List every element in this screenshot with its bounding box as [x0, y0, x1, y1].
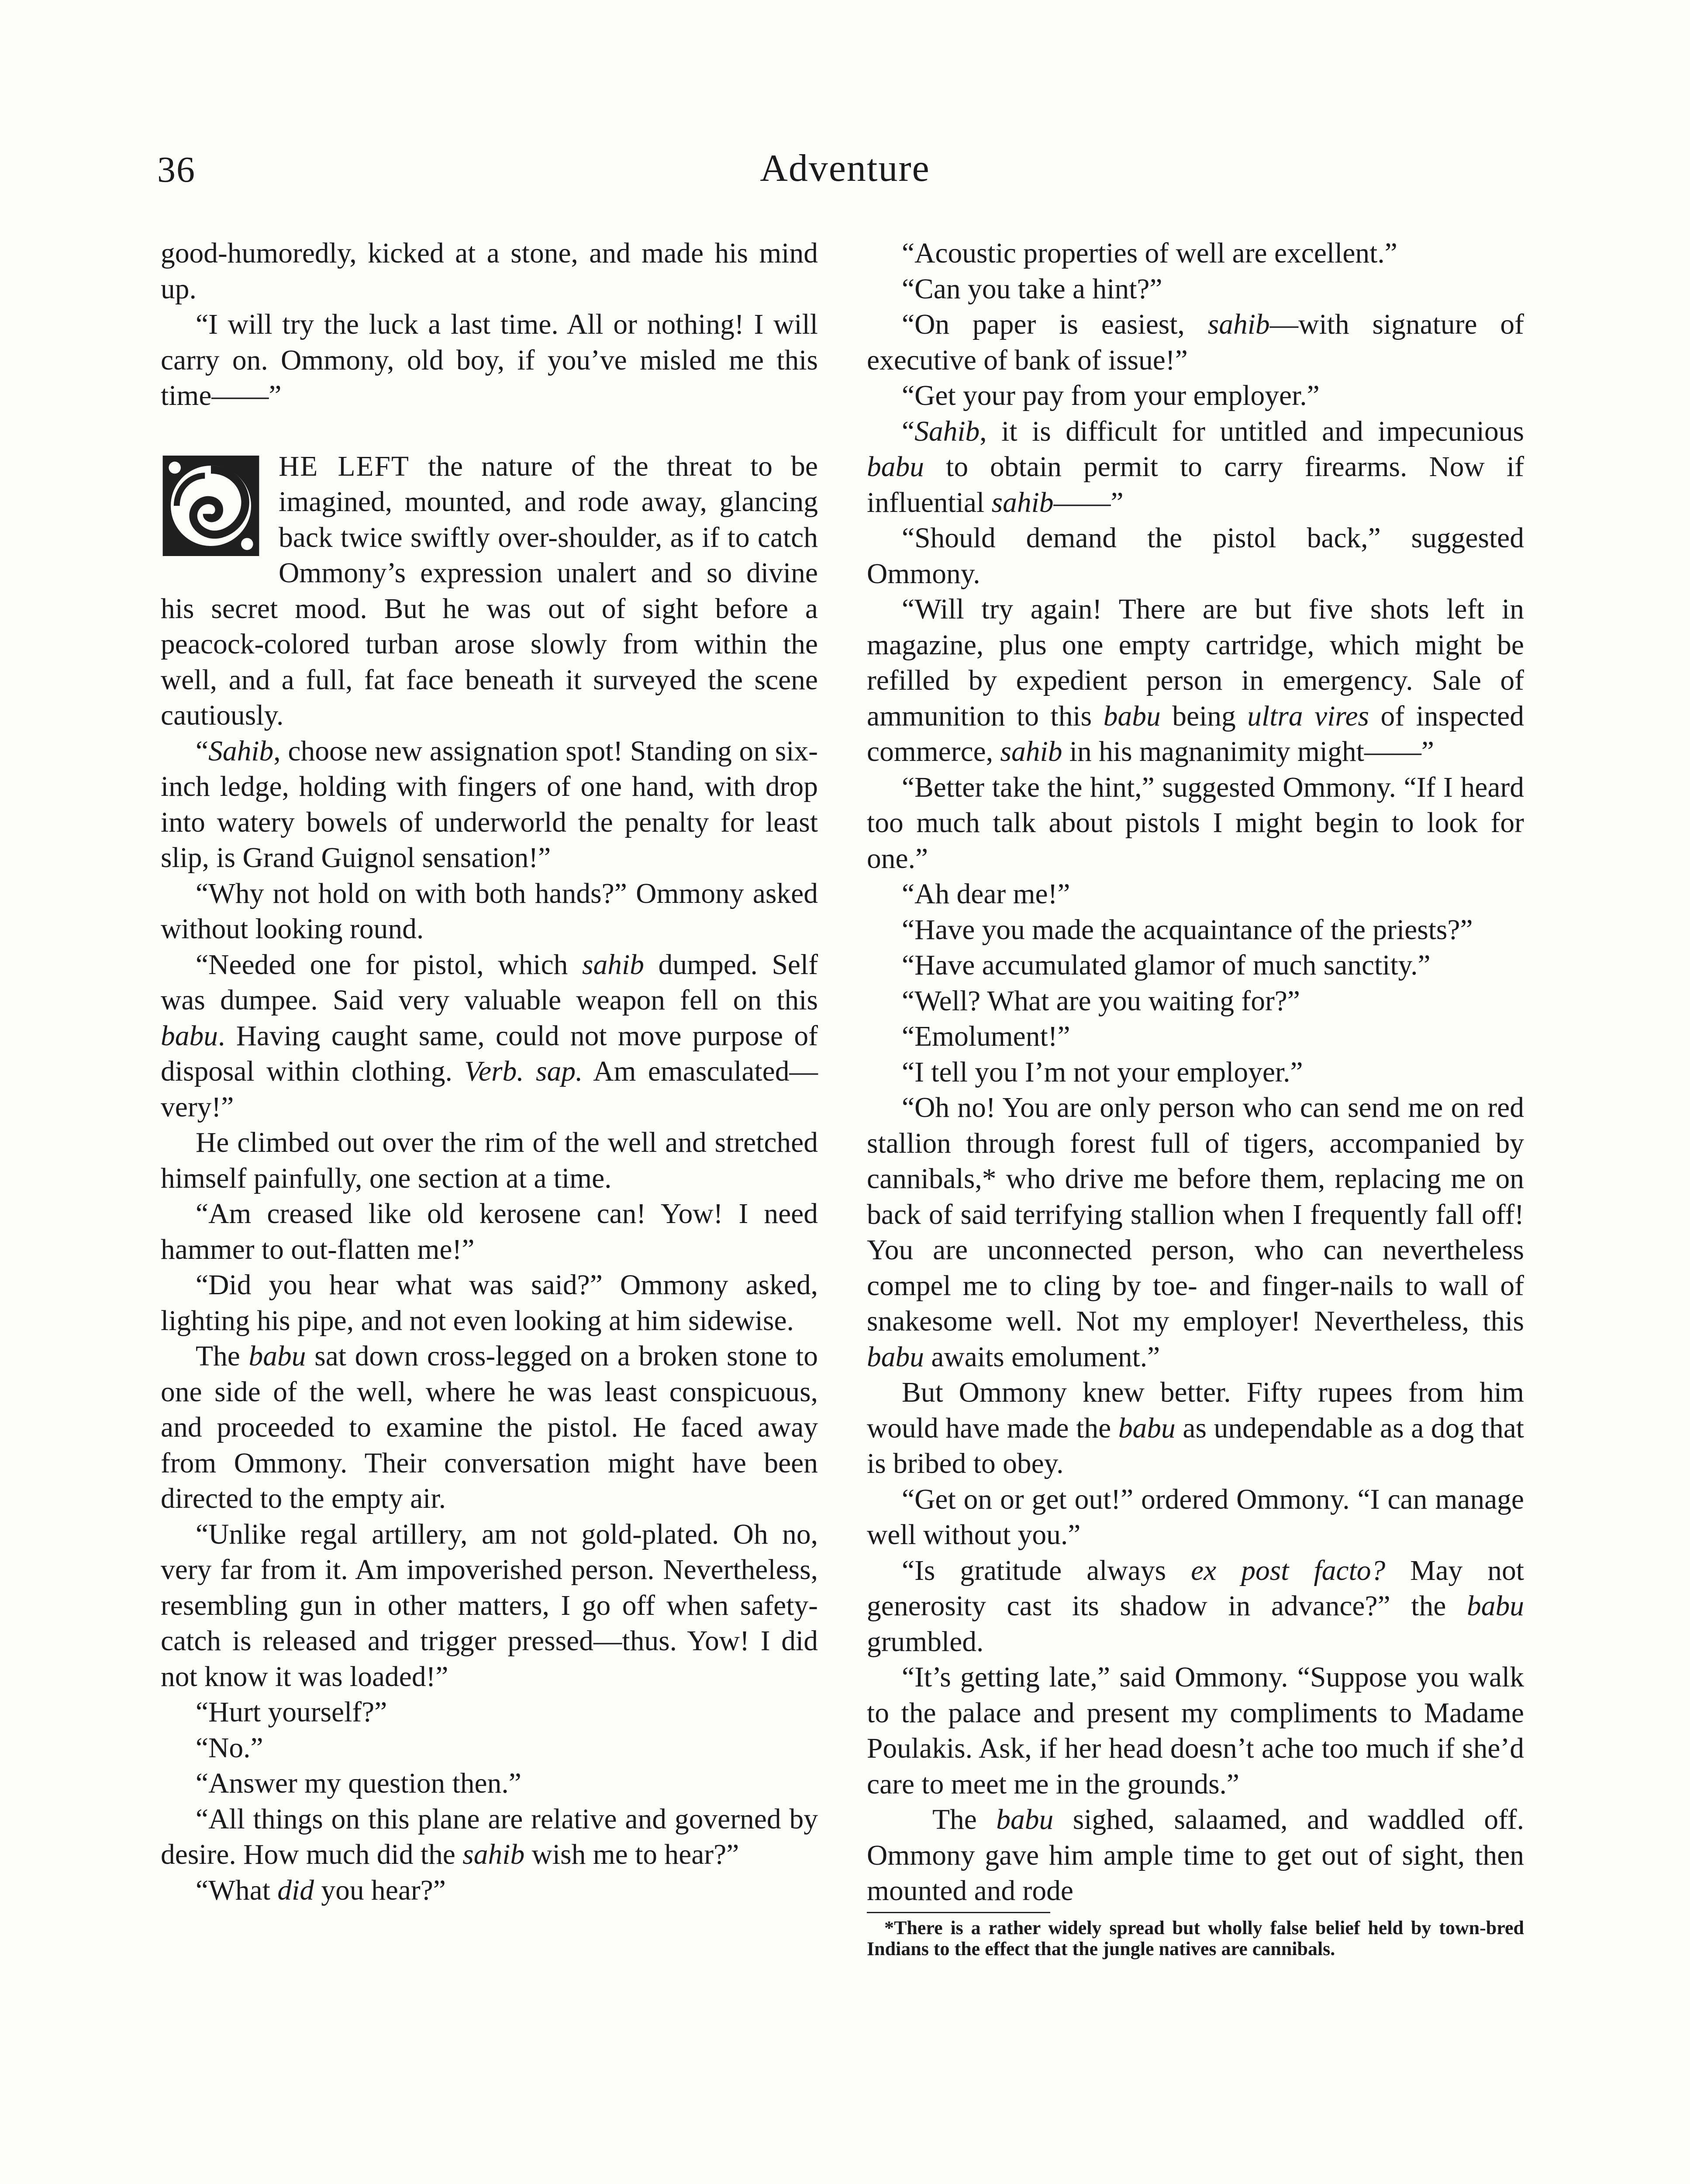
paragraph: The babu sat down cross-legged on a broken stone to one side of the well, where he was least conspicuous, and proceeded to examine the pistol. He faced away from Ommony. Their conversation might have been directed to the empty air. [161, 1341, 818, 1514]
footnote: *There is a rather widely spread but wholly false belief held by town-bred Indians to the effect that the jungle natives are cannibals. [867, 1917, 1524, 1959]
paragraph: “Hurt yourself?” [196, 1697, 387, 1728]
paragraph: “Needed one for pistol, which sahib dumped. Self was dumpee. Said very valuable weapon fell on this babu. Having caught same, could not move purpose of disposal within clothing. Verb. sap. Am emasculated—very!” [161, 949, 818, 1123]
right-column [867, 236, 1524, 1959]
paragraph-with-dropcap: HE LEFT the nature of the threat to be imagined, mounted, and rode away, glancing back twice swiftly over-shoulder, as if to catch Ommony’s expression unalert and so divine his secret mood. But he was out of sight before a peacock-colored turban arose slowly from within the well, and a full, fat face beneath it surveyed the scene cautiously. [161, 450, 818, 731]
running-head: Adventure [760, 147, 930, 190]
paragraph: “Can you take a hint?” [902, 273, 1162, 305]
paragraph: “It’s getting late,” said Ommony. “Suppose you walk to the palace and present my compliments to Madame Poulakis. Ask, if her head doesn’t ache too much if she’d care to meet me in the grounds.” [867, 1662, 1524, 1800]
left-column [161, 236, 818, 1908]
paragraph: “Well? What are you waiting for?” [902, 985, 1300, 1017]
paragraph: “No.” [196, 1732, 263, 1764]
paragraph: “Acoustic properties of well are excellent.” [902, 238, 1397, 269]
paragraph: “All things on this plane are relative and governed by desire. How much did the sahib wish me to hear?” [161, 1803, 818, 1870]
page-number: 36 [157, 149, 196, 190]
paragraph: “I will try the luck a last time. All or nothing! I will carry on. Ommony, old boy, if you’ve misled me this time——” [161, 309, 818, 411]
paragraph: “Did you hear what was said?” Ommony asked, lighting his pipe, and not even looking at him sidewise. [161, 1269, 818, 1337]
paragraph: “Ah dear me!” [902, 878, 1070, 910]
paragraph: “Why not hold on with both hands?” Ommony asked without looking round. [161, 878, 818, 945]
paragraph: “I tell you I’m not your employer.” [902, 1056, 1303, 1088]
paragraph: “On paper is easiest, sahib—with signature of executive of bank of issue!” [867, 309, 1524, 376]
paragraph: “Better take the hint,” suggested Ommony. “If I heard too much talk about pistols I might begin to look for one.” [867, 771, 1524, 874]
ornamental-dropcap-icon [161, 453, 261, 558]
paragraph: “Is gratitude always ex post facto? May not generosity cast its shadow in advance?” the babu grumbled. [867, 1555, 1524, 1658]
paragraph: “Will try again! There are but five shots left in magazine, plus one empty cartridge, which might be refilled by expedient person in emergency. Sale of ammunition to this babu being ultra vires of inspected commerce, sahib in his magnanimity might——” [867, 594, 1524, 767]
paragraph: “Emolument!” [902, 1021, 1070, 1052]
paragraph: “Get your pay from your employer.” [902, 380, 1320, 411]
paragraph: “Unlike regal artillery, am not gold-plated. Oh no, very far from it. Am impoverished person. Nevertheless, resembling gun in other matters, I go off when safety-catch is released and trigger pressed—thus. Yow! I did not know it was loaded!” [161, 1518, 818, 1693]
paragraph: “What did you hear?” [196, 1874, 446, 1906]
paragraph: “Sahib, choose new assignation spot! Standing on six-inch ledge, holding with fingers of one hand, with drop into watery bowels of underworld the penalty for least slip, is Grand Guignol sensation!” [161, 735, 818, 874]
paragraph: “Should demand the pistol back,” suggested Ommony. [867, 522, 1524, 590]
paragraph: “Have you made the acquaintance of the priests?” [902, 914, 1473, 946]
paragraph: The babu sighed, salaamed, and waddled off. Ommony gave him ample time to get out of sight, then mounted and rode [867, 1804, 1524, 1907]
paragraph: He climbed out over the rim of the well and stretched himself painfully, one section at a time. [161, 1127, 818, 1194]
paragraph: “Get on or get out!” ordered Ommony. “I can manage well without you.” [867, 1483, 1524, 1551]
paragraph: “Oh no! You are only person who can send me on red stallion through forest full of tigers, accompanied by cannibals,* who drive me before them, replacing me on back of said terrifying stallion when I frequently fall off! You are unconnected person, who can nevertheless compel me to cling by toe- and finger-nails to wall of snakesome well. Not my employer! Nevertheless, this babu awaits emolument.” [867, 1092, 1524, 1373]
paragraph: “Sahib, it is difficult for untitled and impecunious babu to obtain permit to carry firearms. Now if influential sahib——” [867, 415, 1524, 518]
paragraph: “Am creased like old kerosene can! Yow! I need hammer to out-flatten me!” [161, 1198, 818, 1265]
paragraph: But Ommony knew better. Fifty rupees from him would have made the babu as undependable as a dog that is bribed to obey. [867, 1377, 1524, 1479]
paragraph: good-humoredly, kicked at a stone, and made his mind up. [161, 238, 818, 305]
paragraph: “Have accumulated glamor of much sanctity.” [902, 950, 1431, 981]
footnote-divider [867, 1912, 1050, 1913]
paragraph: “Answer my question then.” [196, 1768, 521, 1799]
